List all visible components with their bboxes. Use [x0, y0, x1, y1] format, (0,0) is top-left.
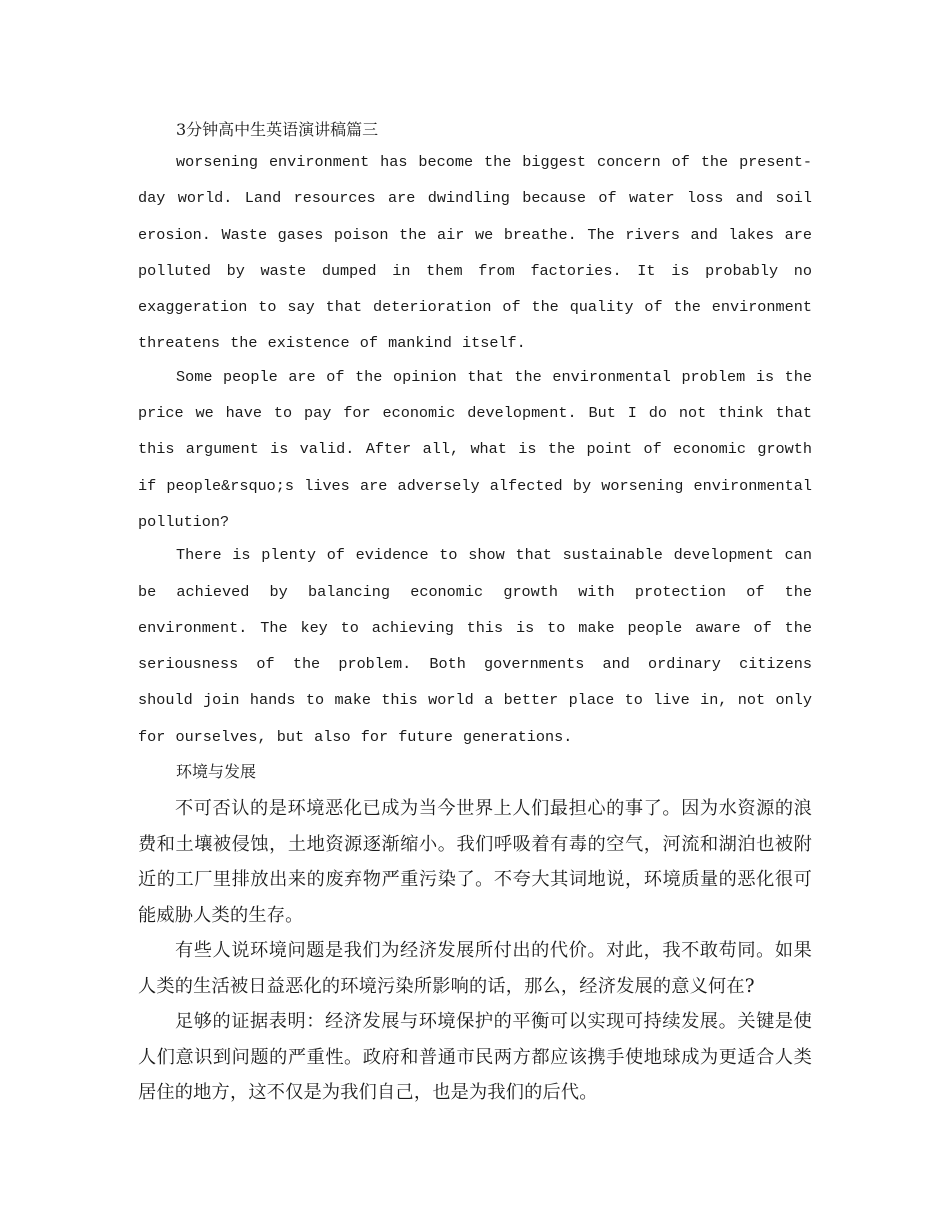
english-paragraph-2: Some people are of the opinion that the environmental problem is the price we have to pay for economic development. But I do not think that this argument is valid. After all, what is the point of economic growth if people&rsquo;s lives are adversely alfected by worsening environmental pollution?	[138, 367, 812, 531]
document-body	[138, 116, 812, 1111]
english-paragraph-3: There is plenty of evidence to show that sustainable development can be achieved by balancing economic growth with protection of the environment. The key to achieving this is to make people aware of the seriousness of the problem. Both governments and ordinary citizens should join hands to make this world a better place to live in, not only for ourselves, but also for future generations.	[138, 546, 812, 746]
document-title: 3分钟高中生英语演讲稿篇三	[176, 120, 379, 139]
chinese-paragraph-1: 不可否认的是环境恶化已成为当今世界上人们最担心的事了。因为水资源的浪费和土壤被侵蚀，土地资源逐渐缩小。我们呼吸着有毒的空气，河流和湖泊也被附近的工厂里排放出来的废弃物严重污染了。不夸大其词地说，环境质量的恶化很可能威胁人类的生存。	[138, 798, 812, 926]
chinese-title: 环境与发展	[176, 762, 257, 782]
chinese-paragraph-3: 足够的证据表明：经济发展与环境保护的平衡可以实现可持续发展。关键是使人们意识到问题的严重性。政府和普通市民两方都应该携手使地球成为更适合人类居住的地方，这不仅是为我们自己，也是为我们的后代。	[138, 1011, 812, 1104]
chinese-paragraph-2: 有些人说环境问题是我们为经济发展所付出的代价。对此，我不敢苟同。如果人类的生活被日益恶化的环境污染所影响的话，那么，经济发展的意义何在?	[138, 940, 812, 997]
english-paragraph-1: worsening environment has become the biggest concern of the present-day world. Land resources are dwindling because of water loss and soil erosion. Waste gases poison the air we breathe. The rivers and lakes are polluted by waste dumped in them from factories. It is probably no exaggeration to say that deterioration of the quality of the environment threatens the existence of mankind itself.	[138, 153, 812, 353]
